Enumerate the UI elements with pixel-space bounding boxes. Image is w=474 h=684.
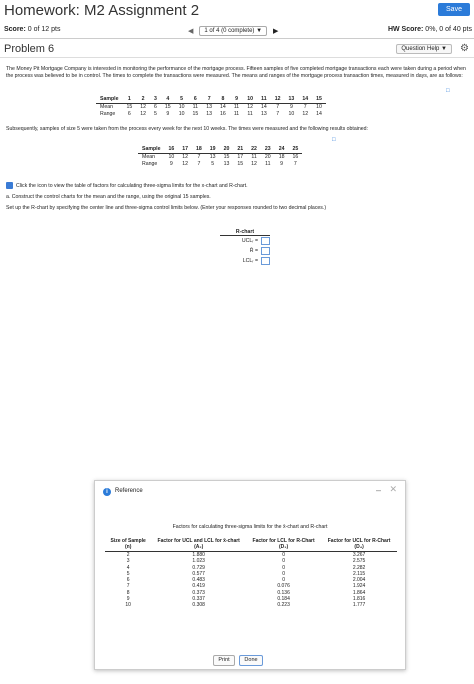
problem-intro: The Money Pit Mortgage Company is interested in monitoring the performance of the mortgage process. Fifteen samples of five completed mortgage transactions each were taken during a period when the process was believed to be in control. The times to complete the transactions were measured. The means and ranges of the mortgage process transaction times, measured in days, are as follows: [6, 66, 466, 79]
lcl-label: LCLᵣ = [242, 258, 258, 264]
reference-link-text: Click the icon to view the table of factors for calculating three-sigma limits for the x-chart and R-chart. [16, 183, 248, 189]
ucl-row [220, 236, 270, 246]
table-cell: 0 [282, 570, 285, 577]
save-button[interactable]: Save [438, 3, 470, 16]
table-cell: 10 [168, 153, 175, 160]
table-cell: 15 [164, 103, 171, 110]
table-header: Factor for LCL for R-Chart (D₃) [246, 537, 321, 552]
table-cell: 1.880 [192, 552, 205, 558]
ucl-label: UCLᵣ = [241, 238, 258, 244]
table-row [96, 103, 326, 110]
table-cell: 7 [303, 103, 307, 110]
table-row [105, 552, 397, 559]
table-cell: 7 [197, 153, 201, 160]
table-cell: 0.577 [192, 570, 205, 577]
table-cell: 0.076 [277, 583, 290, 590]
table-cell: 9 [280, 160, 284, 167]
table-cell: 12 [271, 96, 285, 103]
table-cell: 10 [178, 110, 185, 117]
hw-score-value: 0%, 0 of 40 pts [425, 26, 472, 33]
table-cell: 2.575 [352, 558, 366, 565]
table-cell: 14 [316, 110, 322, 117]
lcl-input[interactable] [261, 257, 270, 265]
subsequent-text: Subsequently, samples of size 5 were taken from the process every week for the next 10 weeks. The times were measured and the following results obtained: [6, 126, 368, 132]
table-cell: Sample [138, 146, 164, 153]
table-cell: 14 [220, 103, 226, 110]
table-cell: 5 [126, 570, 130, 577]
score [4, 26, 60, 33]
table-cell: 0.136 [277, 589, 290, 596]
table-cell: 7 [276, 103, 280, 110]
table-cell: 9 [230, 96, 243, 103]
table-header: Factor for UCL for R-Chart (D₄) [321, 537, 397, 552]
table-cell: 12 [247, 103, 253, 110]
table-row [96, 110, 326, 117]
table-cell: 13 [206, 103, 213, 110]
score-value: 0 of 12 pts [27, 26, 61, 33]
table-cell: 10 [288, 110, 295, 117]
score-label: Score: [4, 26, 26, 33]
table-cell: 1.023 [192, 558, 205, 565]
table-cell: 15 [223, 153, 230, 160]
table-cell: Mean [142, 153, 155, 160]
table-cell: 8 [126, 589, 130, 596]
table-cell: 20 [264, 153, 271, 160]
table-cell: 13 [206, 110, 213, 117]
table-cell: 10 [243, 96, 257, 103]
table-cell: 3 [150, 96, 161, 103]
table-cell: 9 [289, 103, 293, 110]
table-cell: 14 [260, 103, 267, 110]
table-cell: 9 [166, 110, 170, 117]
close-icon[interactable]: ✕ [389, 484, 397, 494]
table-cell: 4 [126, 564, 130, 571]
part-b-text: Set up the R-chart by specifying the center line and three-sigma control limits below. (Enter your responses rounded to two decimal places.) [6, 205, 327, 211]
factors-caption: Factors for calculating three-sigma limits for the x̄-chart and R-chart [172, 524, 328, 530]
done-button[interactable]: Done [239, 655, 263, 666]
table-cell: 0 [282, 577, 285, 584]
table-cell: 10 [125, 602, 131, 609]
table-cell: 7 [293, 160, 297, 167]
table-cell: 0.729 [192, 564, 205, 571]
table-cell: 22 [247, 146, 261, 153]
table-cell: 1.777 [352, 602, 366, 609]
table-cell: 19 [206, 146, 220, 153]
lcl-row [220, 256, 270, 266]
table-row [138, 160, 302, 167]
table-cell: 1.924 [352, 583, 366, 590]
table-cell: 0.373 [192, 589, 205, 596]
table-cell: 17 [178, 146, 192, 153]
table-cell: 16 [292, 153, 299, 160]
table-cell: 16 [164, 146, 178, 153]
problem-title: Problem 6 [4, 43, 55, 55]
part-a-text: a. Construct the control charts for the mean and the range, using the original 15 samples. [6, 194, 211, 200]
table-cell: 15 [126, 103, 133, 110]
table-cell: 12 [302, 110, 309, 117]
table-cell: 7 [202, 96, 216, 103]
table-cell: 24 [275, 146, 289, 153]
table-cell: 5 [211, 160, 215, 167]
table-cell: 5 [175, 96, 189, 103]
table-cell: 8 [216, 96, 230, 103]
table-cell: 23 [261, 146, 275, 153]
rbar-input[interactable] [261, 247, 270, 255]
samples-table-1 [96, 96, 326, 117]
table-cell: 7 [197, 160, 201, 167]
table-cell: 11 [265, 160, 271, 167]
table-cell: 11 [251, 153, 257, 160]
ucl-input[interactable] [261, 237, 270, 245]
table-cell: 6 [154, 103, 157, 110]
table-cell: 1 [122, 96, 136, 103]
table-cell: 12 [251, 160, 257, 167]
rbar-row [220, 246, 270, 256]
table-cell: Sample [96, 96, 122, 103]
score-bar [0, 23, 474, 39]
table-cell: 20 [220, 146, 234, 153]
table-cell: 5 [154, 110, 157, 117]
table-row [105, 602, 397, 608]
table-cell: 0.308 [192, 602, 205, 609]
table-cell: 13 [223, 160, 230, 167]
table-cell: 2 [136, 96, 150, 103]
table-cell: 6 [127, 110, 131, 117]
minimize-icon[interactable]: – [375, 485, 381, 495]
rbar-label: R̄ = [249, 248, 258, 254]
table-cell: 9 [169, 160, 173, 167]
table-cell: 12 [182, 160, 189, 167]
table-cell: 6 [188, 96, 202, 103]
table-cell: 0.419 [192, 583, 205, 590]
table-cell: 0.223 [277, 602, 290, 609]
table-cell: 11 [233, 110, 240, 117]
table-cell: 12 [140, 110, 147, 117]
table-cell: 0 [282, 564, 285, 571]
table-cell: 0 [282, 552, 285, 558]
table-cell: Range [142, 160, 158, 167]
table-cell: 2.004 [352, 577, 366, 584]
table-cell: 25 [288, 146, 302, 153]
table-cell: 1.864 [352, 589, 366, 596]
table-cell: 13 [285, 96, 299, 103]
r-chart-title: R-chart [220, 229, 270, 236]
table-cell: 6 [126, 577, 130, 584]
table-cell: 2 [126, 552, 130, 558]
table-cell: 15 [312, 96, 326, 103]
table-row [138, 153, 302, 160]
table-header: Factor for UCL and LCL for x̄-chart (A₂) [151, 537, 246, 552]
table-header: Size of Sample (n) [105, 537, 151, 552]
next-question-icon[interactable]: ▶ [273, 28, 279, 35]
print-button[interactable]: Print [213, 655, 235, 666]
table-header-row [138, 146, 302, 153]
table-cell: 11 [233, 103, 240, 110]
table-cell: 11 [257, 96, 271, 103]
table-cell: 10 [316, 103, 322, 110]
table-cell: 13 [209, 153, 216, 160]
question-select[interactable]: 1 of 4 (0 complete) ▼ [199, 26, 267, 36]
table-cell: 0 [282, 558, 285, 565]
table-cell: Mean [100, 103, 113, 110]
dialog-title: Reference [115, 488, 143, 494]
table-header-row [96, 96, 326, 103]
table-cell: 7 [126, 583, 130, 590]
info-icon: i [103, 488, 111, 496]
problem-bar [0, 41, 474, 58]
table-cell: 0.337 [192, 596, 205, 603]
table-cell: 17 [237, 153, 244, 160]
question-nav [188, 26, 278, 36]
table-cell: 13 [260, 110, 267, 117]
prev-question-icon[interactable]: ◀ [188, 28, 194, 35]
table-cell: Range [100, 110, 116, 117]
table-cell: 21 [233, 146, 247, 153]
table-cell: 9 [126, 596, 130, 603]
table-cell: 18 [278, 153, 285, 160]
table-cell: 15 [192, 110, 199, 117]
r-chart-inputs [220, 229, 270, 266]
dialog-header [95, 481, 405, 501]
table-cell: 14 [298, 96, 312, 103]
table-cell: 7 [276, 110, 280, 117]
hw-score-label: HW Score: [387, 26, 424, 33]
table-header-row [105, 537, 397, 552]
table-cell: 10 [178, 103, 185, 110]
table-cell: 0.184 [277, 596, 290, 603]
copy-table-icon[interactable]: □ [446, 88, 450, 94]
factors-table [105, 537, 397, 609]
table-cell: 4 [161, 96, 175, 103]
table-cell: 16 [220, 110, 226, 117]
table-cell: 1.816 [352, 596, 366, 603]
question-help-button[interactable]: Question Help ▼ [396, 44, 452, 54]
page-title: Homework: M2 Assignment 2 [4, 2, 200, 19]
table-cell: 3 [126, 558, 130, 565]
table-cell: 3.267 [352, 552, 366, 558]
table-cell: 2.115 [353, 570, 366, 577]
table-cell: 12 [182, 153, 189, 160]
table-cell: 15 [237, 160, 244, 167]
hw-score [388, 26, 472, 33]
table-cell: 11 [192, 103, 199, 110]
gear-icon[interactable]: ⚙ [460, 43, 469, 54]
table-cell: 18 [192, 146, 206, 153]
reference-dialog [94, 480, 406, 670]
samples-table-2 [138, 146, 302, 167]
table-cell: 2.282 [352, 564, 366, 571]
table-cell: 11 [247, 110, 253, 117]
reference-book-icon[interactable] [6, 182, 13, 189]
table-cell: 12 [140, 103, 147, 110]
table-cell: 0.483 [192, 577, 205, 584]
copy-table-icon[interactable]: □ [332, 137, 336, 143]
